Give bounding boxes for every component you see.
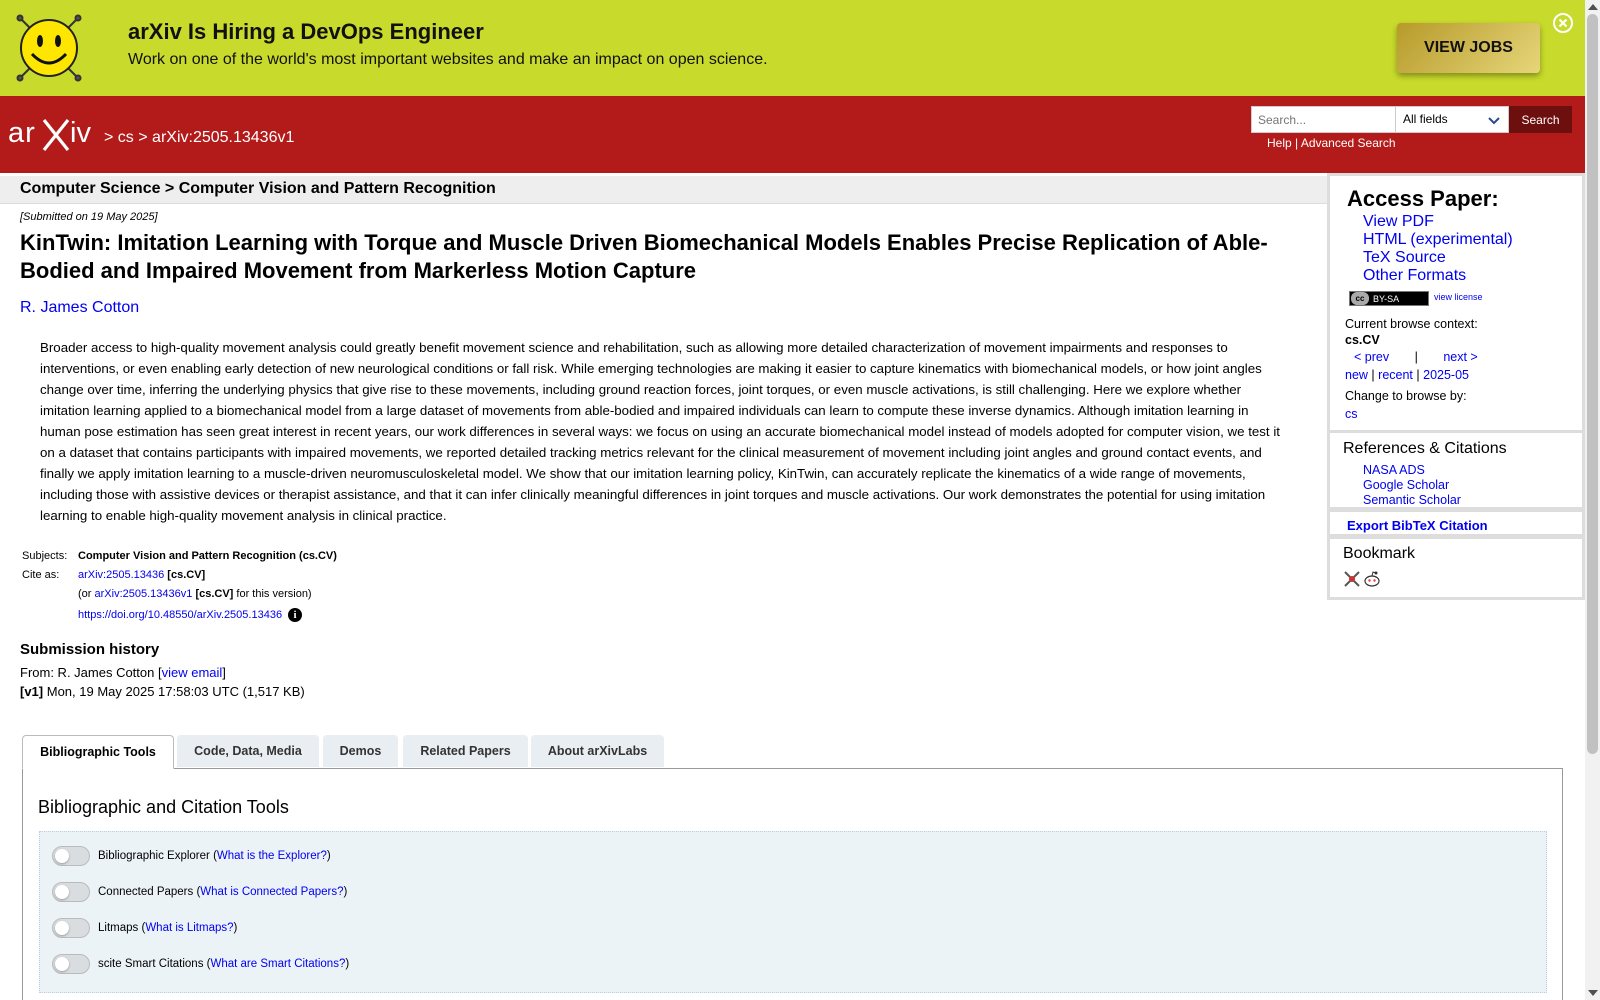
submission-from-text: From: R. James Cotton [ (20, 665, 162, 680)
tools-list (39, 831, 1547, 993)
breadcrumb-separator: > (104, 129, 114, 146)
tab-bibliographic-tools[interactable]: Bibliographic Tools (22, 735, 174, 769)
cc-icon: cc (1351, 292, 1369, 305)
cc-license-badge[interactable] (1349, 291, 1429, 306)
tools-heading: Bibliographic and Citation Tools (38, 797, 289, 817)
nav-separator: | (1371, 368, 1375, 382)
search-input[interactable] (1251, 106, 1396, 133)
tool-label: Litmaps (98, 922, 139, 934)
category-title: Computer Science > Computer Vision and Pattern Recognition (20, 180, 496, 197)
banner-title: arXiv Is Hiring a DevOps Engineer (128, 19, 484, 44)
month-link[interactable]: 2025-05 (1423, 368, 1469, 382)
version-entry (20, 684, 305, 699)
tool-litmaps: Litmaps ( What is Litmaps? ) (52, 918, 237, 938)
hiring-banner (0, 0, 1585, 96)
submission-from (20, 665, 226, 680)
semantic-scholar-link[interactable]: Semantic Scholar (1363, 493, 1461, 507)
search-field-select[interactable] (1395, 106, 1509, 133)
view-pdf-link[interactable]: View PDF (1363, 213, 1434, 230)
access-paper-box (1327, 173, 1585, 313)
recent-link[interactable]: recent (1378, 368, 1413, 382)
tab-about-arxivlabs[interactable]: About arXivLabs (531, 735, 664, 767)
banner-subtitle: Work on one of the world's most important websites and make an impact on open science. (128, 51, 768, 68)
cite-tag: [cs.CV] (167, 569, 206, 581)
reddit-icon[interactable] (1363, 570, 1381, 588)
bookmark-heading: Bookmark (1343, 545, 1416, 562)
info-icon[interactable]: i (288, 608, 302, 622)
next-link[interactable]: next > (1443, 350, 1478, 364)
help-links (1267, 136, 1396, 150)
category-heading (0, 176, 1327, 204)
help-link[interactable]: Help (1267, 136, 1292, 150)
html-link[interactable]: HTML (experimental) (1363, 231, 1513, 248)
tool-connected-papers: Connected Papers ( What is Connected Papers? ) (52, 882, 347, 902)
subjects-label: Subjects: (22, 550, 68, 562)
references-box (1327, 430, 1585, 510)
change-browse-label: Change to browse by: (1345, 389, 1467, 403)
tex-source-link[interactable]: TeX Source (1363, 249, 1446, 266)
page-scrollbar[interactable] (1585, 0, 1600, 1000)
license-type: BY-SA (1373, 293, 1400, 304)
cite-version-link[interactable]: arXiv:2505.13436v1 (94, 588, 193, 600)
tool-label: scite Smart Citations (98, 958, 204, 970)
submission-date: [Submitted on 19 May 2025] (20, 211, 158, 223)
cite-link[interactable]: arXiv:2505.13436 (78, 569, 165, 581)
subjects-value: Computer Vision and Pattern Recognition (cs.CV) (78, 550, 337, 562)
cite-label: Cite as: (22, 569, 60, 581)
refs-heading: References & Citations (1343, 440, 1507, 457)
other-formats-link[interactable]: Other Formats (1363, 267, 1467, 284)
tool-help-link[interactable]: What are Smart Citations? (210, 958, 346, 970)
new-link[interactable]: new (1345, 368, 1368, 382)
submission-history-heading: Submission history (20, 641, 160, 658)
arxiv-logo[interactable] (8, 114, 102, 154)
connected-papers-toggle[interactable] (52, 882, 90, 902)
bibliographic-explorer-toggle[interactable] (52, 846, 90, 866)
smiley-icon (14, 12, 84, 84)
browse-context-box (1327, 313, 1585, 430)
tab-code-data-media[interactable]: Code, Data, Media (177, 735, 319, 767)
tool-scite: scite Smart Citations ( What are Smart Citations? ) (52, 954, 349, 974)
nav-separator: | (1414, 350, 1418, 364)
view-email-link[interactable]: view email (161, 665, 223, 680)
breadcrumb-paper-id: arXiv:2505.13436v1 (152, 129, 295, 146)
view-license-link[interactable]: view license (1434, 292, 1483, 302)
search-field-value: All fields (1403, 112, 1448, 126)
tool-label: Connected Papers (98, 886, 194, 898)
prev-link[interactable]: < prev (1354, 350, 1390, 364)
cite-version-tag: [cs.CV] (195, 588, 234, 600)
paper-title: KinTwin: Imitation Learning with Torque and Muscle Driven Biomechanical Models Enables Precise Replication of Able-Bodied and Impaired Movement from Markerless Motion Capture (20, 230, 1268, 283)
access-heading: Access Paper: (1347, 186, 1499, 211)
search-button[interactable]: Search (1509, 106, 1572, 133)
scroll-thumb[interactable] (1587, 14, 1598, 754)
browse-context-value: cs.CV (1345, 333, 1380, 347)
tool-help-link[interactable]: What is the Explorer? (216, 850, 327, 862)
breadcrumb-cs[interactable]: cs (117, 129, 134, 146)
tool-label: Bibliographic Explorer (98, 850, 210, 862)
submission-from-close: ] (222, 665, 226, 680)
breadcrumb (104, 129, 294, 147)
version-text: Mon, 19 May 2025 17:58:03 UTC (1,517 KB) (46, 684, 305, 699)
tab-demos[interactable]: Demos (323, 735, 398, 767)
advanced-search-link[interactable]: Advanced Search (1300, 136, 1396, 150)
export-bibtex-link[interactable]: Export BibTeX Citation (1347, 518, 1488, 533)
cite-or-prefix: (or (78, 588, 92, 600)
nasa-ads-link[interactable]: NASA ADS (1363, 463, 1425, 477)
svg-text:iv: iv (70, 117, 91, 149)
author-link[interactable]: R. James Cotton (20, 299, 140, 316)
help-separator: | (1295, 136, 1299, 150)
tool-help-link[interactable]: What is Litmaps? (145, 922, 234, 934)
breadcrumb-separator: > (138, 129, 148, 146)
close-icon[interactable] (1552, 12, 1574, 34)
google-scholar-link[interactable]: Google Scholar (1363, 478, 1450, 492)
scroll-up-arrow[interactable] (1588, 4, 1598, 10)
browse-cs-link[interactable]: cs (1345, 407, 1358, 421)
svg-text:ar: ar (8, 117, 36, 149)
abstract: Broader access to high-quality movement analysis could greatly benefit movement science and rehabilitation, such as allowing more detailed characterization of movement impairments and responses to interventions, or even enabling early detection of new neurological conditions or fall risk. While emerging technologies are making it easier to capture kinematics with biomechanical models, or how joint angles change over time, inferring the underlying physics that give rise to these movements, including ground reaction forces, joint torques, or even muscle activations, is still challenging. Here we explore whether imitation learning applied to a biomechanical model from a large dataset of movements from able-bodied and impaired individuals can learn to compute these inverse dynamics. Although imitation learning in human pose estimation has seen great interest in recent years, our work differences in several ways: we focus on using an accurate biomechanical model instead of models adopted for computer vision, we test it on a dataset that contains participants with impaired movements, we reported detailed tracking metrics relevant for the clinical measurement of movement including joint angles and ground contact events, and finally we apply imitation learning to a muscle-driven neuromusculoskeletal model. We show that our imitation learning policy, KinTwin, can accurately replicate the kinematics of a wide range of movements, including those with assistive devices or therapist assistance, and that it can infer clinically meaningful differences in joint torques and muscle activations. Our work demonstrates the potential for using imitation learning to enable high-quality movement analysis in clinical practice. (40, 340, 1280, 523)
doi-link[interactable]: https://doi.org/10.48550/arXiv.2505.13436 (78, 608, 283, 621)
site-header (0, 96, 1585, 173)
chevron-down-icon (1488, 114, 1500, 126)
bookmark-box (1327, 536, 1585, 600)
tool-bibliographic-explorer: Bibliographic Explorer ( What is the Explorer? ) (52, 846, 331, 866)
tab-related-papers[interactable]: Related Papers (403, 735, 528, 767)
scroll-down-arrow[interactable] (1588, 990, 1598, 996)
nav-separator: | (1416, 368, 1420, 382)
litmaps-toggle[interactable] (52, 918, 90, 938)
version-tag: [v1] (20, 684, 44, 699)
tab-panel (22, 768, 1563, 1000)
view-jobs-button[interactable]: VIEW JOBS (1397, 23, 1540, 73)
export-box (1327, 509, 1585, 537)
bibsonomy-icon[interactable] (1343, 570, 1361, 588)
tool-help-link[interactable]: What is Connected Papers? (200, 886, 344, 898)
browse-context-label: Current browse context: (1345, 317, 1478, 331)
cite-version-suffix: for this version) (236, 588, 312, 600)
scite-toggle[interactable] (52, 954, 90, 974)
